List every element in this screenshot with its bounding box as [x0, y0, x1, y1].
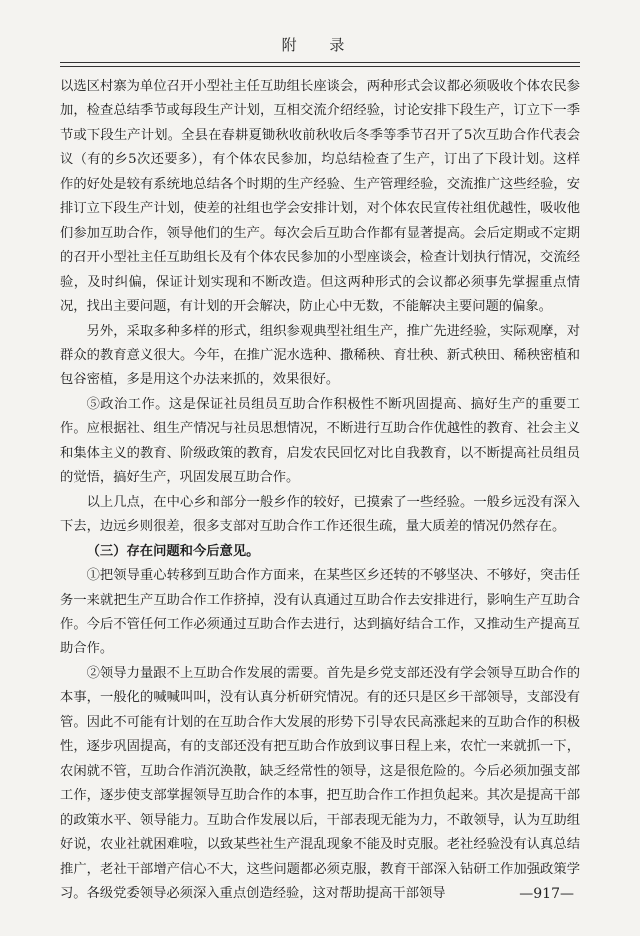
- page-number: —917—: [519, 886, 574, 902]
- paragraph: ①把领导重心转移到互助合作方面来，在某些区乡还转的不够坚决、不够好，突击任务一来就把生产互助合作工作挤掉，没有认真通过互助合作去安排进行，影响生产互助合作。今后不管任何工作必须通过互助合作去进行，达到搞好结合工作，又推动生产提高互助合作。: [60, 568, 580, 657]
- running-header: 附 录: [281, 36, 359, 54]
- header-rule-thin: [60, 66, 580, 67]
- body-text: [60, 75, 580, 906]
- paragraph: 以上几点，在中心乡和部分一般乡作的较好，已摸索了一些经验。一般乡远没有深入下去，边远乡则很差，很多支部对互助合作工作还很生疏，量大质差的情况仍然存在。: [60, 494, 580, 535]
- paragraph: ②领导力量跟不上互助合作发展的需要。首先是乡党支部还没有学会领导互助合作的本事，一般化的喊喊叫叫，没有认真分析研究情况。有的还只是区乡干部领导，支部没有管。因此不可能有计划的在互助合作大发展的形势下引导农民高涨起来的互助合作的积极性，逐步巩固提高，有的支部还没有把互助合作放到议事日程上来，农忙一来就抓一下，农闲就不管，互助合作消沉涣散，缺乏经常性的领导，这是很危险的。今后必须加强支部工作，逐步使支部掌握领导互助合作的本事，把互助合作工作担负起来。其次是提高干部的政策水平、领导能力。互助合作发展以后，干部表现无能为力，不敢领导，认为互助组好说，农业社就困难啦，以致某些社生产混乱现象不能及时克服。老社经验没有认真总结推广，老社干部增产信心不大，这些问题都必须克服，教育干部深入钻研工作加强政策学习。各级党委领导必须深入重点创造经验，这对帮助提高干部领导: [60, 665, 580, 901]
- header-rule-thick: [60, 62, 580, 63]
- paragraph: ⑤政治工作。这是保证社员组员互助合作积极性不断巩固提高、搞好生产的重要工作。应根据社、组生产情况与社员思想情况，不断进行互助合作优越性的教育、社会主义和集体主义的教育、阶级政策的教育，启发农民回忆对比自我教育，以不断提高社员组员的觉悟，搞好生产，巩固发展互助合作。: [60, 396, 580, 486]
- section-heading: （三）存在问题和今后意见。: [86, 543, 260, 559]
- paragraph: 另外，采取多种多样的形式，组织参观典型社组生产，推广先进经验，实际观摩，对群众的教育意义很大。今年，在推广泥水选种、撒稀秧、育壮秧、新式秧田、稀秧密植和包谷密植，多是用这个办法来抓的，效果很好。: [60, 323, 580, 388]
- paragraph: 以选区村寨为单位召开小型社主任互助组长座谈会，两种形式会议都必须吸收个体农民参加，检查总结季节或每段生产计划，互相交流介绍经验，讨论安排下段生产，订立下一季节或下段生产计划。全县在春耕夏锄秋收前秋收后冬季等季节召开了5次互助合作代表会议（有的乡5次还要多），有个体农民参加，均总结检查了生产，订出了下段计划。这样作的好处是较有系统地总结各个时期的生产经验、生产管理经验，交流推广这些经验，安排订立下段生产计划，使差的社组也学会安排计划，对个体农民宣传社组优越性，吸收他们参加互助合作，领导他们的生产。每次会后互助合作都有显著提高。会后定期或不定期的召开小型社主任互助组长及有个体农民参加的小型座谈会，检查计划执行情况，交流经验，及时纠偏，保证计划实现和不断改造。但这两种形式的会议都必须事先掌握重点情况，找出主要问题，有计划的开会解决，防止心中无数，不能解决主要问题的偏象。: [60, 79, 580, 315]
